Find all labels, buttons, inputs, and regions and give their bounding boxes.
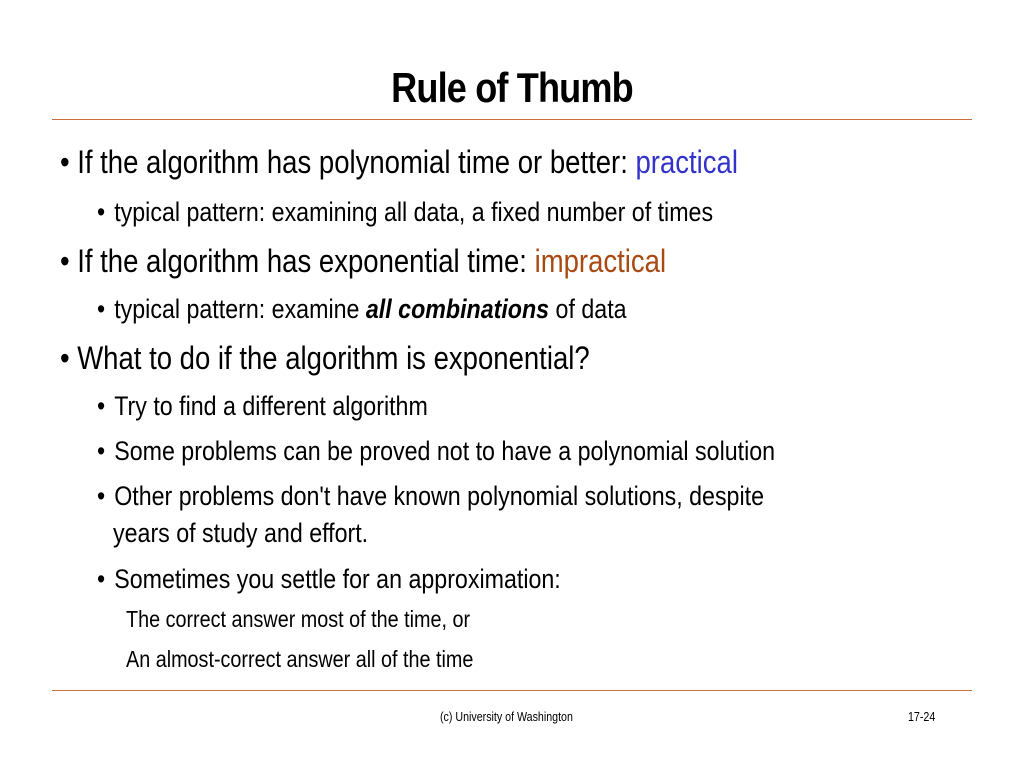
bullet-text: Some problems can be proved not to have a polynomial solution — [114, 436, 776, 466]
approximation-option-most-of-time — [126, 605, 470, 633]
bullet-marker: • — [60, 340, 70, 376]
emphasis-all-combinations: all combinations — [365, 294, 550, 324]
bullet-item-polynomial — [60, 143, 738, 181]
bullet-marker: • — [97, 197, 106, 227]
bullet-item-what-to-do — [60, 339, 590, 377]
bullet-text-continuation: years of study and effort. — [113, 518, 369, 548]
approximation-option-almost-correct — [126, 645, 473, 673]
footer-copyright: (c) University of Washington — [440, 709, 573, 724]
slide-title: Rule of Thumb — [391, 64, 633, 111]
sub-bullet-item-exponential-pattern — [97, 293, 627, 325]
bullet-text-after: of data — [549, 294, 627, 324]
bullet-marker: • — [60, 144, 70, 180]
bullet-text: If the algorithm has exponential time: — [77, 243, 535, 279]
bullet-text: Other problems don't have known polynomial solutions, despite — [114, 481, 764, 511]
bullet-text: Try to find a different algorithm — [114, 391, 428, 421]
bullet-text: What to do if the algorithm is exponential? — [77, 340, 590, 376]
bullet-marker: • — [97, 436, 106, 466]
footer-slide-number: 17-24 — [908, 709, 936, 724]
sub-bullet-item-polynomial-pattern — [97, 196, 713, 228]
sub-bullet-item-proved-not-polynomial — [97, 435, 775, 467]
bullet-text: typical pattern: examine — [114, 294, 366, 324]
sub-bullet-item-approximation — [97, 563, 561, 595]
bullet-marker: • — [97, 564, 106, 594]
sub-bullet-item-no-known-solutions-continuation — [113, 517, 368, 549]
bullet-text: If the algorithm has polynomial time or better: — [77, 144, 636, 180]
bullet-text: Sometimes you settle for an approximation: — [114, 564, 561, 594]
bullet-marker: • — [60, 243, 70, 279]
sub-bullet-item-no-known-solutions — [97, 480, 764, 512]
bullet-marker: • — [97, 294, 106, 324]
sub-bullet-item-different-algorithm — [97, 390, 428, 422]
option-text: An almost-correct answer all of the time — [126, 646, 474, 672]
bullet-text: typical pattern: examining all data, a fixed number of times — [114, 197, 714, 227]
bullet-marker: • — [97, 481, 106, 511]
bullet-item-exponential — [60, 242, 666, 280]
option-text: The correct answer most of the time, or — [126, 606, 471, 632]
highlight-practical: practical — [635, 144, 738, 180]
bullet-marker: • — [97, 391, 106, 421]
highlight-impractical: impractical — [534, 243, 667, 279]
footer-divider — [52, 690, 972, 691]
